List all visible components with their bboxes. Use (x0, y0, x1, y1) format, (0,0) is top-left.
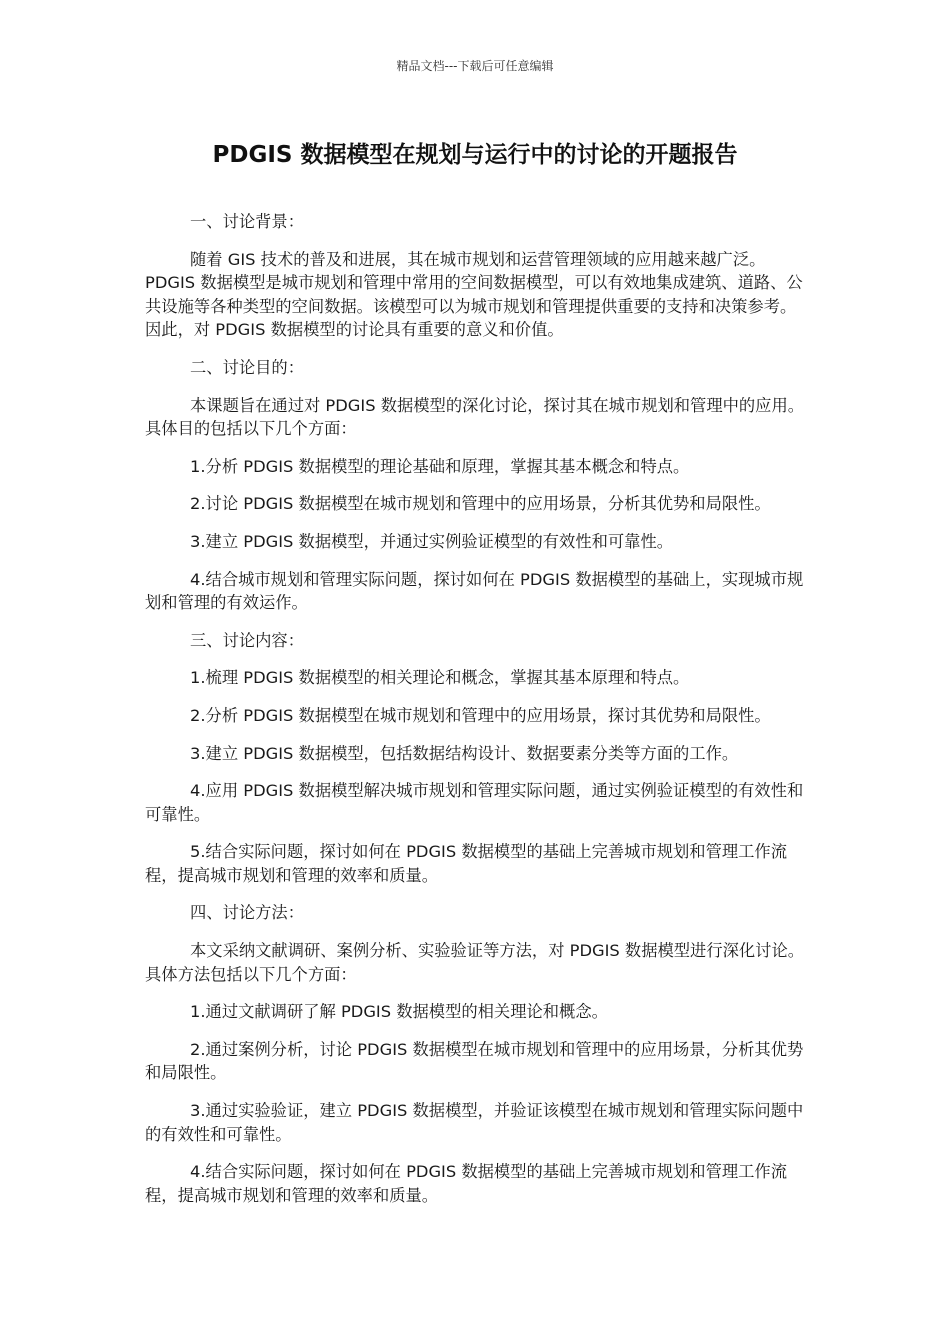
content-item-3: 3.建立 PDGIS 数据模型，包括数据结构设计、数据要素分类等方面的工作。 (190, 743, 739, 763)
purpose-item-3: 3.建立 PDGIS 数据模型，并通过实例验证模型的有效性和可靠性。 (190, 531, 674, 551)
section-heading-method: 四、讨论方法： (190, 903, 304, 923)
section-heading-purpose: 二、讨论目的： (190, 357, 304, 377)
method-item-1: 1.通过文献调研了解 PDGIS 数据模型的相关理论和概念。 (190, 1002, 608, 1022)
purpose-item-2: 2.讨论 PDGIS 数据模型在城市规划和管理中的应用场景，分析其优势和局限性。 (190, 494, 771, 514)
content-item-4: 4.应用 PDGIS 数据模型解决城市规划和管理实际问题，通过实例验证模型的有效性和可靠性。 (145, 781, 804, 824)
content-item-2: 2.分析 PDGIS 数据模型在城市规划和管理中的应用场景，探讨其优势和局限性。 (190, 705, 771, 725)
paragraph-purpose-intro: 本课题旨在通过对 PDGIS 数据模型的深化讨论，探讨其在城市规划和管理中的应用。具体目的包括以下几个方面： (145, 395, 805, 439)
method-item-3: 3.通过实验验证，建立 PDGIS 数据模型，并验证该模型在城市规划和管理实际问题中的有效性和可靠性。 (145, 1101, 804, 1144)
purpose-item-1: 1.分析 PDGIS 数据模型的理论基础和原理，掌握其基本概念和特点。 (190, 456, 690, 476)
header-note: 精品文档---下载后可任意编辑 (396, 59, 554, 73)
content-item-5: 5.结合实际问题，探讨如何在 PDGIS 数据模型的基础上完善城市规划和管理工作流程，提高城市规划和管理的效率和质量。 (145, 842, 787, 885)
document-title: PDGIS 数据模型在规划与运行中的讨论的开题报告 (212, 142, 738, 168)
paragraph-method-intro: 本文采纳文献调研、案例分析、实验验证等方法，对 PDGIS 数据模型进行深化讨论。具体方法包括以下几个方面： (145, 941, 805, 984)
content-item-1: 1.梳理 PDGIS 数据模型的相关理论和概念，掌握其基本原理和特点。 (190, 668, 690, 688)
method-item-2: 2.通过案例分析，讨论 PDGIS 数据模型在城市规划和管理中的应用场景，分析其优势和局限性。 (145, 1039, 804, 1083)
section-heading-background: 一、讨论背景： (190, 212, 304, 231)
document-body (145, 210, 810, 1221)
paragraph-background: 随着 GIS 技术的普及和进展，其在城市规划和运营管理领域的应用越来越广泛。PDGIS 数据模型是城市规划和管理中常用的空间数据模型，可以有效地集成建筑、道路、公共设施等各种类型的空间数据。该模型可以为城市规划和管理提供重要的支持和决策参考。因此，对 PDGIS 数据模型的讨论具有重要的意义和价值。 (145, 249, 803, 340)
method-item-4: 4.结合实际问题，探讨如何在 PDGIS 数据模型的基础上完善城市规划和管理工作流程，提高城市规划和管理的效率和质量。 (145, 1162, 787, 1205)
section-heading-content: 三、讨论内容： (190, 630, 304, 650)
purpose-item-4: 4.结合城市规划和管理实际问题，探讨如何在 PDGIS 数据模型的基础上，实现城市规划和管理的有效运作。 (145, 569, 804, 613)
